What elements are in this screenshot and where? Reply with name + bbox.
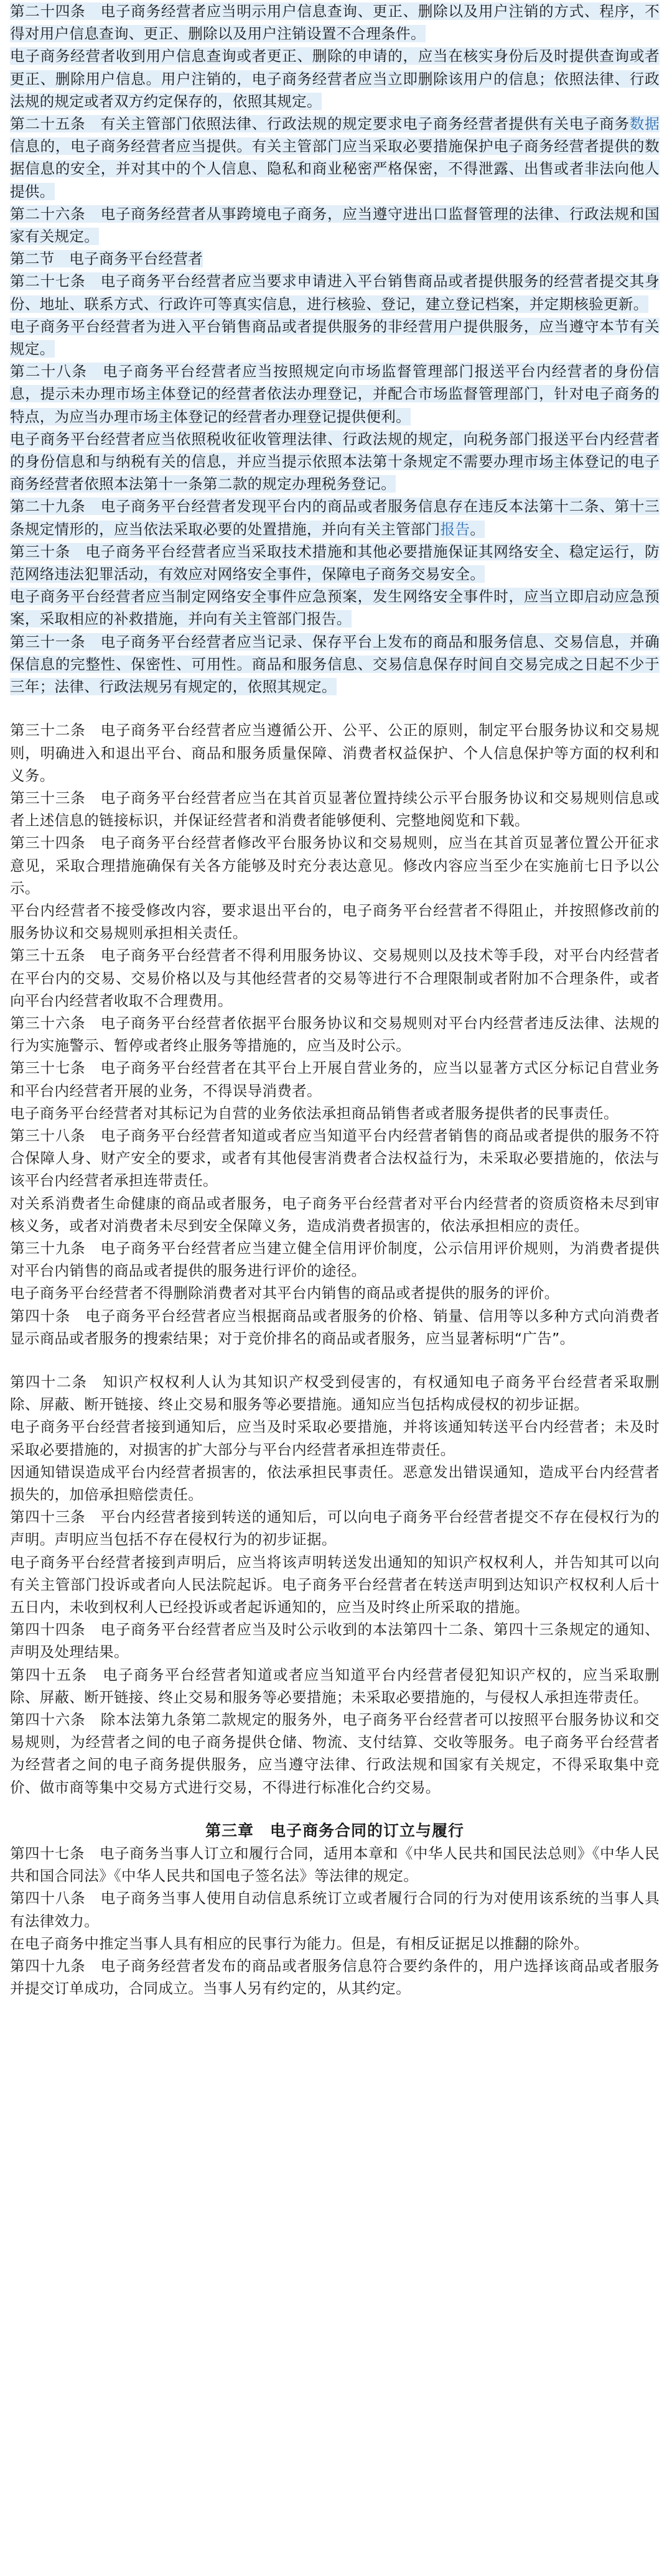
article-paragraph [10, 495, 660, 540]
paragraph-text [10, 1418, 660, 1458]
text-run: 第二十八条 电子商务平台经营者应当按照规定向市场监督管理部门报送平台内经营者的身份信息，提示未办理市场主体登记的经营者依法办理登记，并配合市场监督管理部门，针对电子商务的特点，为应当办理市场主体登记的经营者办理登记提供便利。 [10, 363, 660, 425]
text-run: 第二十九条 电子商务平台经营者发现平台内的商品或者服务信息存在违反本法第十二条、第十三条规定情形的，应当依法采取必要的处置措施，并向有关主管部门 [10, 498, 660, 538]
paragraph-text [205, 1822, 464, 1840]
paragraph-text [10, 318, 660, 358]
paragraph-text [10, 272, 660, 312]
article-paragraph [10, 1237, 660, 1282]
article-paragraph [10, 1124, 660, 1192]
text-run: 第三十三条 电子商务平台经营者应当在其首页显著位置持续公示平台服务协议和交易规则信息或者上述信息的链接标识，并保证经营者和消费者能够便利、完整地阅览和下载。 [10, 789, 660, 830]
paragraph-text [10, 2, 660, 42]
paragraph-text [10, 115, 660, 200]
paragraph-text [10, 721, 660, 784]
article-paragraph [10, 113, 660, 203]
article-paragraph [10, 540, 660, 585]
paragraph-text [10, 1284, 559, 1302]
text-run: 第四十三条 平台内经营者接到转送的通知后，可以向电子商务平台经营者提交不存在侵权行为的声明。声明应当包括不存在侵权行为的初步证据。 [10, 1508, 660, 1549]
article-paragraph [10, 1012, 660, 1057]
article-paragraph [10, 203, 660, 248]
text-run: 第三十九条 电子商务平台经营者应当建立健全信用评价制度，公示信用评价规则，为消费者提供对平台内销售的商品或者提供的服务进行评价的途径。 [10, 1239, 660, 1280]
article-paragraph [10, 719, 660, 787]
article-paragraph [10, 944, 660, 1012]
article-paragraph [10, 1887, 660, 1932]
text-run: 电子商务平台经营者不得删除消费者对其平台内销售的商品或者提供的服务的评价。 [10, 1284, 559, 1302]
article-paragraph [10, 270, 660, 315]
paragraph-text [10, 47, 660, 109]
paragraph-text [10, 947, 660, 1009]
paragraph-text [10, 1957, 660, 1997]
text-run: 电子商务平台经营者为进入平台销售商品或者提供服务的非经营用户提供服务，应当遵守本节有关规定。 [10, 317, 660, 358]
text-run: 第三十七条 电子商务平台经营者在其平台上开展自营业务的，应当以显著方式区分标记自营业务和平台内经营者开展的业务，不得误导消费者。 [10, 1059, 660, 1100]
paragraph-text [10, 588, 660, 628]
inline-link[interactable]: 报告 [440, 520, 470, 538]
text-run: 第二十四条 电子商务经营者应当明示用户信息查询、更正、删除以及用户注销的方式、程序，不得对用户信息查询、更正、删除以及用户注销设置不合理条件。 [10, 2, 660, 43]
article-paragraph [10, 1506, 660, 1550]
section-gap [10, 1799, 660, 1820]
text-run: 第四十九条 电子商务经营者发布的商品或者服务信息符合要约条件的，用户选择该商品或者服务并提交订单成功，合同成立。当事人另有约定的，从其约定。 [10, 1957, 660, 1998]
article-paragraph [10, 1932, 660, 1955]
article-paragraph [10, 585, 660, 630]
article-paragraph [10, 1664, 660, 1708]
article-paragraph [10, 1102, 660, 1124]
article-paragraph [10, 248, 660, 270]
paragraph-text [10, 498, 660, 537]
paragraph-text [10, 834, 660, 896]
paragraph-text [10, 1307, 660, 1347]
paragraph-text [10, 430, 660, 493]
text-run: 第四十四条 电子商务平台经营者应当及时公示收到的本法第四十二条、第四十三条规定的通知、声明及处理结果。 [10, 1621, 660, 1661]
article-paragraph [10, 1842, 660, 1887]
paragraph-text [10, 1711, 660, 1796]
paragraph-text [10, 1554, 660, 1616]
text-run: 电子商务平台经营者应当依照税收征收管理法律、行政法规的规定，向税务部门报送平台内经营者的身份信息和与纳税有关的信息，并应当提示依照本法第十条规定不需要办理市场主体登记的电子商务经营者依照本法第十一条第二款的规定办理税务登记。 [10, 430, 660, 493]
paragraph-text [10, 363, 660, 425]
text-run: 第四十条 电子商务平台经营者应当根据商品或者服务的价格、销量、信用等以多种方式向消费者显示商品或者服务的搜索结果；对于竞价排名的商品或者服务，应当显著标明“广告”。 [10, 1307, 660, 1347]
article-paragraph [10, 832, 660, 899]
paragraph-text [10, 1889, 660, 1929]
article-paragraph [10, 1282, 660, 1304]
paragraph-text [10, 1239, 660, 1279]
article-paragraph [10, 631, 660, 698]
paragraph-text [10, 1373, 660, 1413]
article-paragraph [10, 428, 660, 496]
paragraph-text [10, 1845, 660, 1884]
text-run: 第三章 电子商务合同的订立与履行 [205, 1821, 464, 1840]
section-gap [10, 698, 660, 719]
text-run: 第三十二条 电子商务平台经营者应当遵循公开、公平、公正的原则，制定平台服务协议和交易规则，明确进入和退出平台、商品和服务质量保障、消费者权益保护、个人信息保护等方面的权利和义务。 [10, 721, 660, 784]
paragraph-text [10, 633, 660, 695]
text-run: 第三十八条 电子商务平台经营者知道或者应当知道平台内经营者销售的商品或者提供的服务不符合保障人身、财产安全的要求，或者有其他侵害消费者合法权益行为，未采取必要措施的，依法与该平台内经营者承担连带责任。 [10, 1126, 660, 1190]
chapter-heading [10, 1820, 660, 1842]
text-run: 第四十五条 电子商务平台经营者知道或者应当知道平台内经营者侵犯知识产权的，应当采取删除、屏蔽、断开链接、终止交易和服务等必要措施；未采取必要措施的，与侵权人承担连带责任。 [10, 1666, 660, 1706]
text-run: 因通知错误造成平台内经营者损害的，依法承担民事责任。恶意发出错误通知，造成平台内经营者损失的，加倍承担赔偿责任。 [10, 1463, 660, 1503]
article-paragraph [10, 1551, 660, 1619]
text-run: 第四十七条 电子商务当事人订立和履行合同，适用本章和《中华人民共和国民法总则》《中华人民共和国合同法》《中华人民共和国电子签名法》等法律的规定。 [10, 1845, 660, 1885]
article-paragraph [10, 1371, 660, 1415]
text-run: 在电子商务中推定当事人具有相应的民事行为能力。但是，有相反证据足以推翻的除外。 [10, 1934, 589, 1952]
article-paragraph [10, 1305, 660, 1350]
text-run: 第三十六条 电子商务平台经营者依据平台服务协议和交易规则对平台内经营者违反法律、法规的行为实施警示、暂停或者终止服务等措施的，应当及时公示。 [10, 1014, 660, 1055]
article-paragraph [10, 1192, 660, 1237]
text-run: 电子商务平台经营者接到通知后，应当及时采取必要措施，并将该通知转送平台内经营者；未及时采取必要措施的，对损害的扩大部分与平台内经营者承担连带责任。 [10, 1418, 660, 1458]
paragraph-text [10, 1463, 660, 1503]
article-paragraph [10, 1955, 660, 1999]
text-run: 第二十五条 有关主管部门依照法律、行政法规的规定要求电子商务经营者提供有关电子商务 [10, 115, 630, 133]
paragraph-text [10, 250, 203, 267]
paragraph-text [10, 1014, 660, 1054]
paragraph-text [10, 789, 660, 829]
text-run: 第四十六条 除本法第九条第二款规定的服务外，电子商务平台经营者可以按照平台服务协议和交易规则，为经营者之间的电子商务提供仓储、物流、支付结算、交收等服务。电子商务平台经营者为经营者之间的电子商务提供服务，应当遵守法律、行政法规和国家有关规定，不得采取集中竞价、做市商等集中交易方式进行交易，不得进行标准化合约交易。 [10, 1711, 660, 1796]
paragraph-text [10, 205, 660, 245]
paragraph-text [10, 1105, 618, 1122]
text-run: 平台内经营者不接受修改内容，要求退出平台的，电子商务平台经营者不得阻止，并按照修改前的服务协议和交易规则承担相关责任。 [10, 901, 660, 942]
text-run: 第二十七条 电子商务平台经营者应当要求申请进入平台销售商品或者提供服务的经营者提交其身份、地址、联系方式、行政许可等真实信息，进行核验、登记，建立登记档案，并定期核验更新。 [10, 272, 660, 313]
paragraph-text [10, 1935, 589, 1952]
text-run: 对关系消费者生命健康的商品或者服务，电子商务平台经营者对平台内经营者的资质资格未尽到审核义务，或者对消费者未尽到安全保障义务，造成消费者损害的，依法承担相应的责任。 [10, 1194, 660, 1235]
article-paragraph [10, 315, 660, 360]
inline-link[interactable]: 数据 [629, 115, 660, 133]
text-run: 第三十四条 电子商务平台经营者修改平台服务协议和交易规则，应当在其首页显著位置公开征求意见，采取合理措施确保有关各方能够及时充分表达意见。修改内容应当至少在实施前七日予以公示。 [10, 834, 660, 897]
article-paragraph [10, 360, 660, 428]
paragraph-text [10, 543, 660, 583]
article-paragraph [10, 1461, 660, 1506]
text-run: 第三十五条 电子商务平台经营者不得利用服务协议、交易规则以及技术等手段，对平台内经营者在平台内的交易、交易价格以及与其他经营者的交易等进行不合理限制或者附加不合理条件，或者向平台内经营者收取不合理费用。 [10, 947, 660, 1009]
article-paragraph [10, 0, 660, 45]
text-run: 第三十一条 电子商务平台经营者应当记录、保存平台上发布的商品和服务信息、交易信息，并确保信息的完整性、保密性、可用性。商品和服务信息、交易信息保存时间自交易完成之日起不少于三年；法律、行政法规另有规定的，依照其规定。 [10, 632, 660, 696]
text-run: 电子商务平台经营者接到声明后，应当将该声明转送发出通知的知识产权权利人，并告知其可以向有关主管部门投诉或者向人民法院起诉。电子商务平台经营者在转送声明到达知识产权权利人后十五日内，未收到权利人已经投诉或者起诉通知的，应当及时终止所采取的措施。 [10, 1553, 660, 1616]
text-run: 信息的，电子商务经营者应当提供。有关主管部门应当采取必要措施保护电子商务经营者提供的数据信息的安全，并对其中的个人信息、隐私和商业秘密严格保密，不得泄露、出售或者非法向他人提供。 [10, 137, 660, 200]
text-run: 第四十八条 电子商务当事人使用自动信息系统订立或者履行合同的行为对使用该系统的当事人具有法律效力。 [10, 1889, 660, 1930]
text-run: 电子商务平台经营者应当制定网络安全事件应急预案，发生网络安全事件时，应当立即启动应急预案，采取相应的补救措施，并向有关主管部门报告。 [10, 588, 660, 628]
text-run: 电子商务平台经营者对其标记为自营的业务依法承担商品销售者或者服务提供者的民事责任。 [10, 1104, 618, 1122]
article-paragraph [10, 1708, 660, 1799]
paragraph-text [10, 1059, 660, 1099]
article-paragraph [10, 899, 660, 944]
article-paragraph [10, 1415, 660, 1460]
paragraph-text [10, 1127, 660, 1189]
paragraph-text [10, 1195, 660, 1235]
section-gap [10, 1350, 660, 1371]
text-run: 第四十二条 知识产权权利人认为其知识产权受到侵害的，有权通知电子商务平台经营者采取删除、屏蔽、断开链接、终止交易和服务等必要措施。通知应当包括构成侵权的初步证据。 [10, 1373, 660, 1414]
text-run: 第三十条 电子商务平台经营者应当采取技术措施和其他必要措施保证其网络安全、稳定运行，防范网络违法犯罪活动，有效应对网络安全事件，保障电子商务交易安全。 [10, 542, 660, 583]
text-run: 第二十六条 电子商务经营者从事跨境电子商务，应当遵守进出口监督管理的法律、行政法规和国家有关规定。 [10, 205, 660, 246]
article-paragraph [10, 787, 660, 832]
paragraph-text [10, 1666, 660, 1706]
text-run: 电子商务经营者收到用户信息查询或者更正、删除的申请的，应当在核实身份后及时提供查询或者更正、删除用户信息。用户注销的，电子商务经营者应当立即删除该用户的信息；依照法律、行政法规的规定或者双方约定保存的，依照其规定。 [10, 47, 660, 110]
article-paragraph [10, 45, 660, 113]
text-run: 第二节 电子商务平台经营者 [10, 250, 203, 268]
article-paragraph [10, 1618, 660, 1663]
text-run: 。 [470, 520, 485, 538]
paragraph-text [10, 1621, 660, 1661]
article-paragraph [10, 1057, 660, 1101]
paragraph-text [10, 902, 660, 942]
paragraph-text [10, 1508, 660, 1548]
